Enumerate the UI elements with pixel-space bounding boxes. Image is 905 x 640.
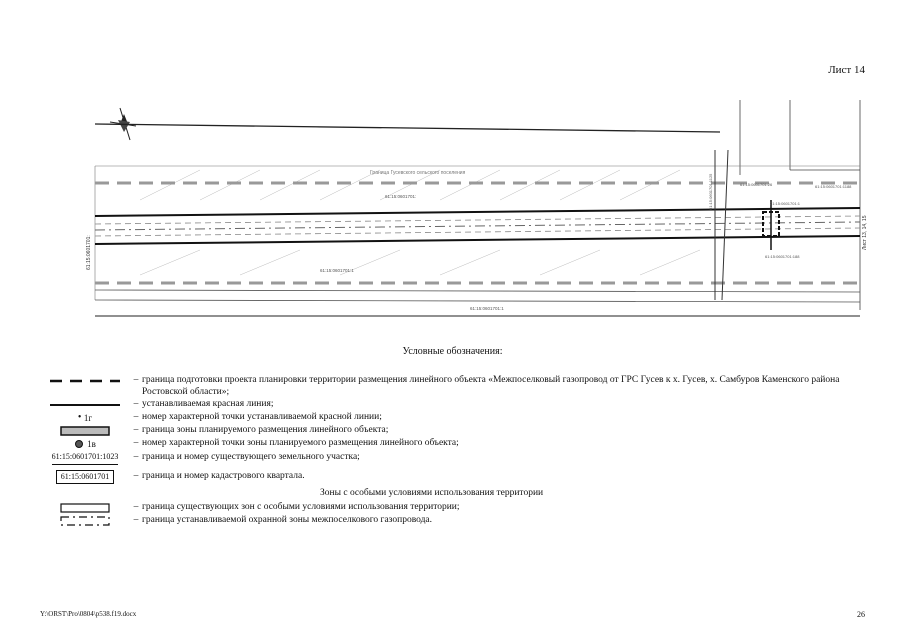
quarter-symbol: 61:15:0601701: [40, 470, 130, 484]
existing-zone-symbol: [40, 501, 130, 515]
point-label-1: 61:15:0601701:26: [740, 182, 773, 187]
page-number: 26: [857, 610, 865, 619]
circle-point-symbol: 1в: [40, 437, 130, 451]
point-symbol: • 1г: [77, 412, 93, 423]
zone-box-symbol: [40, 424, 130, 438]
point-label-3: 61:15:0601701:1: [770, 201, 801, 206]
sheet-label: Лист 14: [828, 64, 865, 76]
point-dot-icon: •: [77, 412, 84, 423]
crossing-label: 61:15:0601701:1125: [708, 173, 713, 210]
left-vertical-label: 61:15:0601701:: [86, 235, 92, 270]
protect-zone-symbol: [40, 514, 130, 528]
dashed-line-symbol: [40, 374, 130, 388]
road-label: 61:15:0601701:1: [470, 306, 504, 311]
solid-line-symbol: [40, 398, 130, 412]
parcel-label-upper: 61:15:0601701:: [385, 194, 417, 199]
right-vertical-label: Лист 13, 14, 15: [862, 215, 868, 250]
junction-marker: [763, 200, 779, 250]
footer-file-path: Y:\ORST\Pro\0804\p538.f19.docx: [40, 610, 137, 618]
cadastral-symbol: 61:15:0601701:1023: [40, 451, 130, 465]
legend-title: Условные обозначения:: [402, 346, 503, 357]
parcel-label-lower: 61:15:0601701:1: [320, 268, 354, 273]
point-label-4: 61:15:0601701:188: [765, 254, 800, 259]
point-label-2: 61:15:0601701:1188: [815, 184, 852, 189]
zones-title: Зоны с особыми условиями использования территории: [320, 488, 544, 498]
circle-dot-icon: [74, 439, 84, 449]
zone-label: Граница Гусевского сельского поселения: [370, 170, 466, 176]
